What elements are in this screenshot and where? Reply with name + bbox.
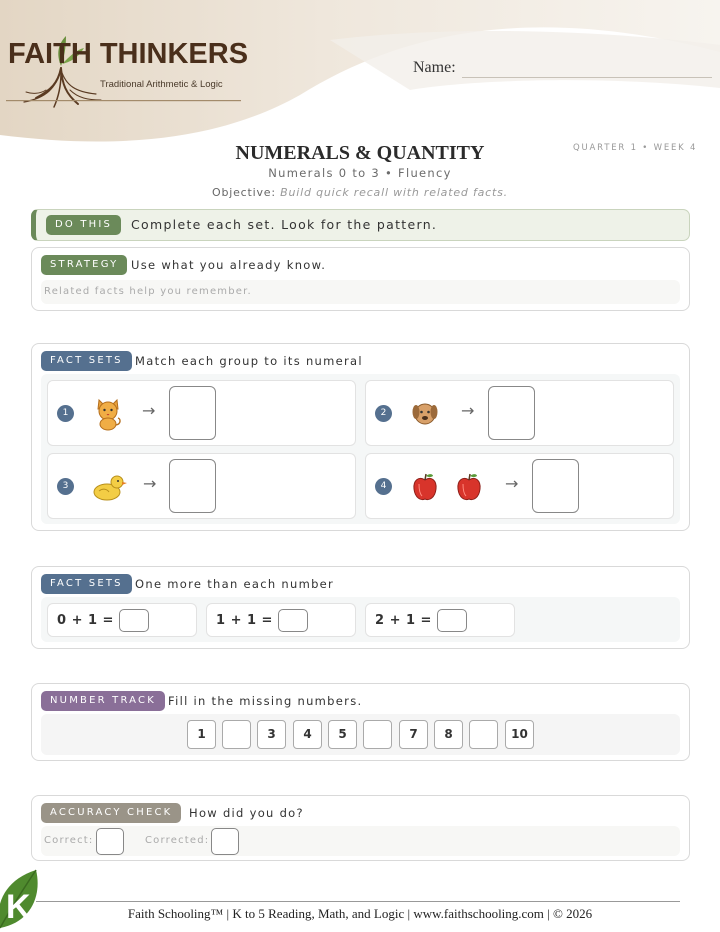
- page-subtitle: Numerals 0 to 3 • Fluency: [268, 166, 452, 180]
- footer-divider: [36, 901, 680, 902]
- item-number: 2: [375, 405, 392, 422]
- number-track-section: [31, 683, 690, 761]
- fact-sets-grid: [41, 374, 680, 524]
- answer-box[interactable]: [488, 386, 535, 440]
- equation-text: 2 + 1 =: [375, 613, 432, 628]
- equation-text: 0 + 1 =: [57, 613, 114, 628]
- strategy-note-box: [41, 280, 680, 304]
- equation-answer-box[interactable]: [119, 609, 149, 632]
- equation-item: [365, 603, 515, 637]
- match-item: [47, 380, 356, 446]
- match-item: [47, 453, 356, 519]
- accuracy-check-question: How did you do?: [189, 806, 304, 820]
- answer-box[interactable]: [532, 459, 579, 513]
- track-cell-blank[interactable]: [222, 720, 251, 749]
- name-label: Name:: [413, 59, 456, 76]
- accuracy-check-row: [41, 826, 680, 856]
- item-number: 4: [375, 478, 392, 495]
- brand-logo-text: FAITH THINKERS: [8, 38, 249, 70]
- do-this-banner: [31, 209, 690, 241]
- page-title: NUMERALS & QUANTITY: [235, 142, 485, 164]
- match-item: [365, 380, 674, 446]
- objective: [0, 186, 720, 199]
- dog-icon: [410, 397, 440, 431]
- strategy-section: [31, 247, 690, 311]
- name-field[interactable]: [462, 77, 712, 78]
- track-cell: 5: [328, 720, 357, 749]
- brand-tagline: Traditional Arithmetic & Logic: [100, 79, 223, 90]
- fact-sets-tag: FACT SETS: [41, 574, 132, 594]
- track-cell: 4: [293, 720, 322, 749]
- duck-icon: [92, 470, 128, 504]
- track-cell-blank[interactable]: [469, 720, 498, 749]
- answer-box[interactable]: [169, 459, 216, 513]
- k-logo-letter: K: [6, 888, 31, 926]
- track-cell: 8: [434, 720, 463, 749]
- track-cell-blank[interactable]: [363, 720, 392, 749]
- equation-item: [47, 603, 197, 637]
- cat-icon: [93, 397, 123, 431]
- match-item: [365, 453, 674, 519]
- fact-sets-instruction: Match each group to its numeral: [135, 354, 363, 368]
- item-number: 3: [57, 478, 74, 495]
- arrow: →: [143, 474, 157, 493]
- equation-text: 1 + 1 =: [216, 613, 273, 628]
- footer-text: Faith Schooling™ | K to 5 Reading, Math, and Logic | www.faithschooling.com | © 2026: [127, 906, 593, 921]
- correct-count-box[interactable]: [96, 828, 124, 855]
- equation-answer-box[interactable]: [437, 609, 467, 632]
- accuracy-check-section: [31, 795, 690, 861]
- arrow: →: [461, 401, 475, 420]
- corrected-count-box[interactable]: [211, 828, 239, 855]
- track-cell: 7: [399, 720, 428, 749]
- strategy-tag: STRATEGY: [41, 255, 127, 275]
- answer-box[interactable]: [169, 386, 216, 440]
- strategy-text: Use what you already know.: [131, 258, 327, 272]
- fact-sets-instruction: One more than each number: [135, 577, 335, 591]
- accuracy-check-tag: ACCURACY CHECK: [41, 803, 181, 823]
- fact-sets-tag: FACT SETS: [41, 351, 132, 371]
- number-track: [41, 714, 680, 755]
- objective-text: Build quick recall with related facts.: [280, 186, 508, 199]
- apple-icon: [410, 470, 440, 504]
- arrow: →: [505, 474, 519, 493]
- number-track-tag: NUMBER TRACK: [41, 691, 165, 711]
- strategy-note: Related facts help you remember.: [44, 286, 252, 297]
- quarter-week-label: QUARTER 1 • WEEK 4: [573, 143, 698, 153]
- arrow: →: [142, 401, 156, 420]
- track-cell: 3: [257, 720, 286, 749]
- do-this-instruction: Complete each set. Look for the pattern.: [131, 217, 438, 232]
- objective-label: Objective:: [212, 186, 276, 199]
- track-cell: 1: [187, 720, 216, 749]
- item-number: 1: [57, 405, 74, 422]
- fact-sets-one-more-section: [31, 566, 690, 649]
- corrected-label: Corrected:: [145, 835, 210, 846]
- equation-item: [206, 603, 356, 637]
- do-this-tag: DO THIS: [46, 215, 121, 235]
- k-leaf-logo: [0, 866, 48, 932]
- apple-icon: [454, 470, 484, 504]
- equation-row: [41, 597, 680, 642]
- correct-label: Correct:: [44, 835, 94, 846]
- fact-sets-match-section: [31, 343, 690, 531]
- equation-answer-box[interactable]: [278, 609, 308, 632]
- number-track-instruction: Fill in the missing numbers.: [168, 694, 363, 708]
- track-cell: 10: [505, 720, 534, 749]
